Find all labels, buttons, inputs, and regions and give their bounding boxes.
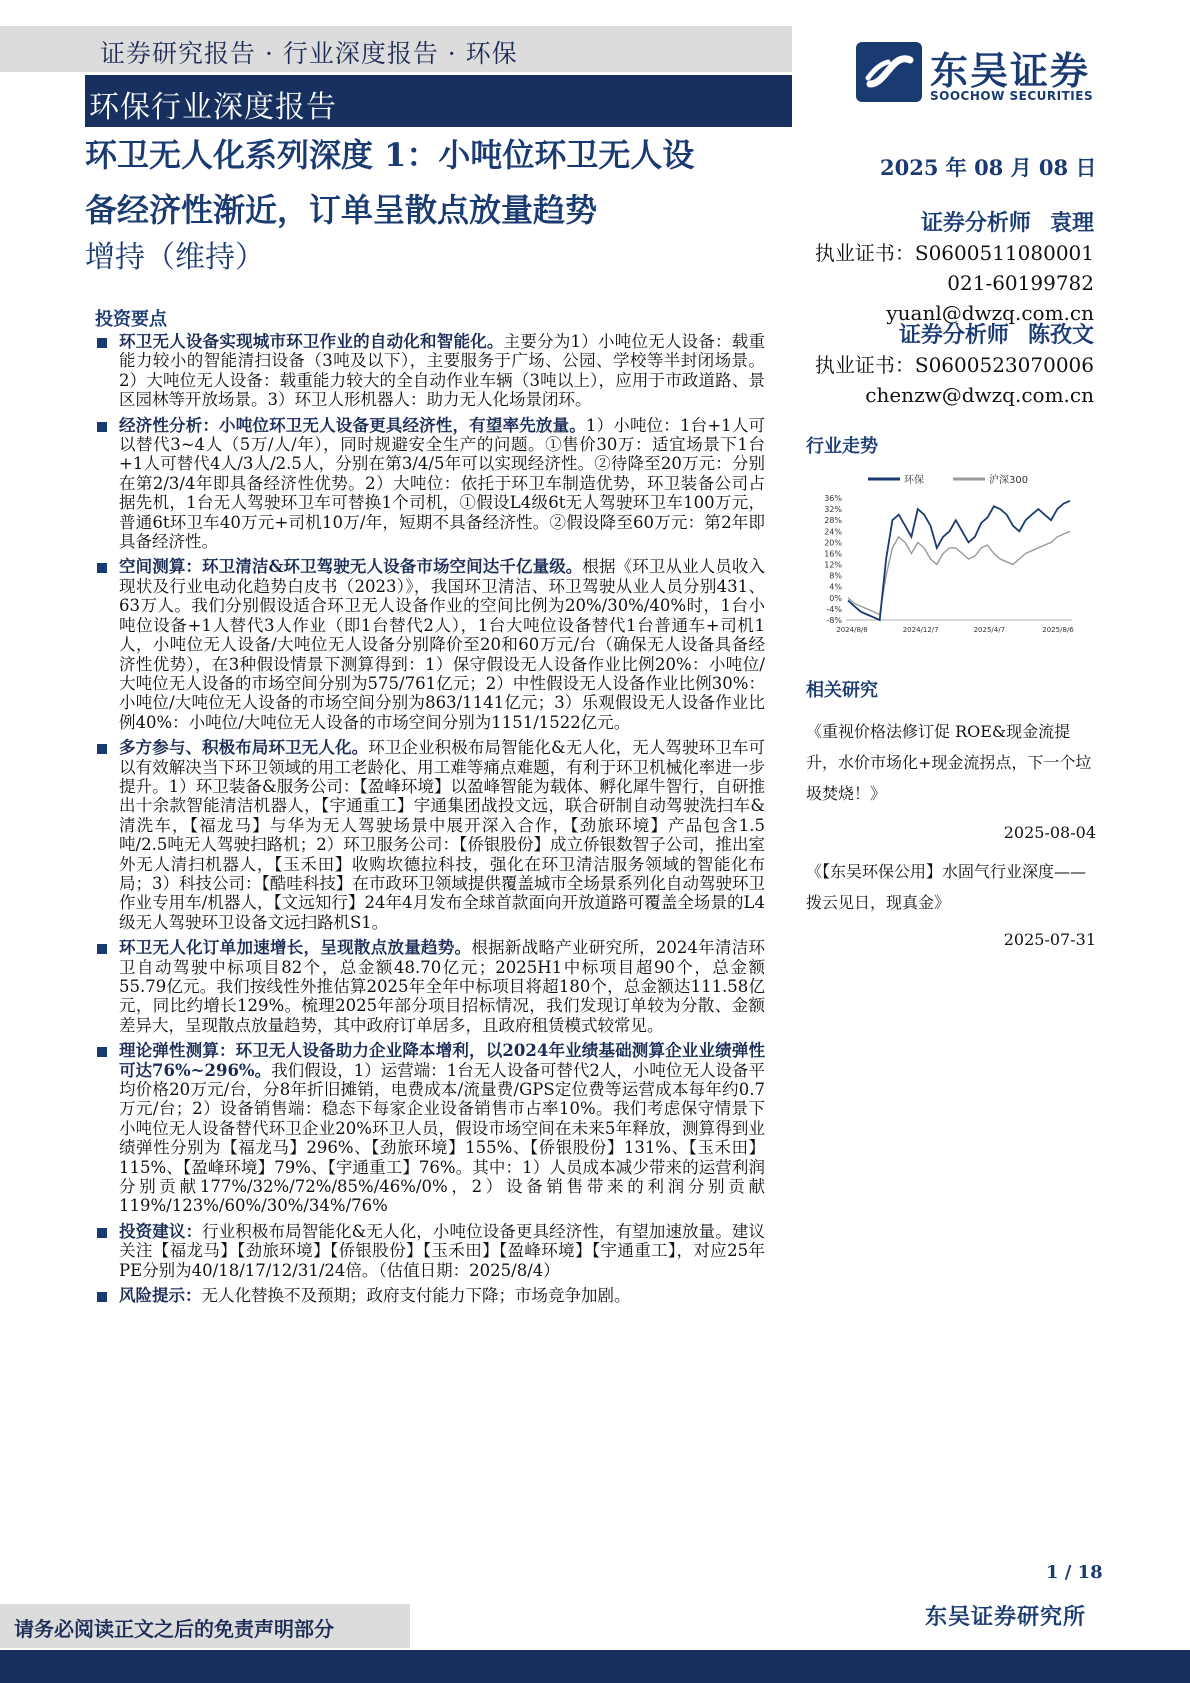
x-tick-label: 2025/8/6	[1042, 626, 1074, 634]
bullet-item	[95, 1286, 765, 1305]
y-tick-label: 8%	[829, 571, 842, 581]
analyst-2	[815, 320, 1094, 410]
analyst-email[interactable]: chenzw@dwzq.com.cn	[865, 383, 1094, 407]
y-tick-label: 20%	[824, 538, 842, 548]
invest-heading: 投资要点	[95, 309, 167, 330]
bullet-item	[95, 416, 765, 552]
related-item-date: 2025-07-31	[1003, 930, 1096, 949]
invest-points	[95, 332, 765, 1312]
analyst-role: 证券分析师	[920, 210, 1031, 236]
footer-org: 东吴证券研究所	[925, 1604, 1087, 1630]
company-name: 东吴证券	[930, 48, 1091, 93]
bullet-lead: 多方参与、积极布局环卫无人化。	[119, 738, 369, 758]
y-tick-label: 24%	[824, 527, 842, 537]
title-line-1: 环卫无人化系列深度 1：小吨位环卫无人设	[85, 136, 695, 174]
bullet-lead: 环卫无人化订单加速增长，呈现散点放量趋势。	[119, 938, 472, 958]
y-tick-label: -8%	[826, 616, 842, 625]
y-tick-label: 0%	[829, 593, 842, 603]
analyst-name: 袁理	[1049, 210, 1094, 236]
bullet-text: 1）小吨位：1台+1人可以替代3~4人（5万/人/年），同时规避安全生产的问题。①售价30万：适宜场景下1台+1人可替代4人/3人/2.5人，分别在第3/4/5年可以实现经济性。②待降至20万元：分别在第2/3/4年即具备经济性优势。2）大吨位：依托于环卫车制造优势，环卫装备公司占据先机，1台无人驾驶环卫车可替换1个司机，①假设L4级6t无人驾驶环卫车100万元，普通6t环卫车40万元+司机10万/年，短期不具备经济性。②假设降至60万元：第2年即具备经济性。	[119, 415, 765, 552]
bottom-bar	[0, 1650, 1190, 1683]
analyst-role: 证券分析师	[898, 322, 1009, 348]
bullet-item	[95, 1222, 765, 1280]
analyst-cert: 执业证书：S0600511080001	[814, 241, 1094, 265]
page-number: 1 / 18	[1046, 1562, 1103, 1583]
company-name-en: SOOCHOW SECURITIES	[930, 89, 1094, 103]
y-tick-label: 36%	[824, 494, 842, 503]
disclaimer-text: 请务必阅读正文之后的免责声明部分	[14, 1617, 334, 1641]
company-logo	[856, 42, 1106, 104]
bullet-item	[95, 557, 765, 732]
bullet-item	[95, 738, 765, 932]
soochow-logo-icon	[856, 42, 922, 102]
bullet-text: 根据《环卫从业人员收入现状及行业电动化趋势白皮书（2023）》，我国环卫清洁、环卫驾驶从业人员分别431、63万人。我们分别假设适合环卫无人设备作业的空间比例为20%/30%/40%时，1台小吨位设备+1人替代3人作业（即1台替代2人），1台大吨位设备替代1台普通车+司机1人，小吨位无人设备/大吨位无人设备分别降价至20和60万元/台（确保无人设备具备经济性优势），在3种假设情景下测算得到：1）保守假设无人设备作业比例20%：小吨位/大吨位无人设备的市场空间分别为575/761亿元；2）中性假设无人设备作业比例30%：小吨位/大吨位无人设备的市场空间分别为863/1141亿元；3）乐观假设无人设备作业比例40%：小吨位/大吨位无人设备的市场空间分别为1151/1522亿元。	[119, 557, 765, 732]
related-item-title[interactable]: 《【东吴环保公用】水固气行业深度——拨云见日，现真金》	[806, 862, 1087, 912]
bullet-text: 主要分为1）小吨位无人设备：载重能力较小的智能清扫设备（3吨及以下），主要服务于广场、公园、学校等半封闭场景。2）大吨位无人设备：载重能力较大的全自动作业车辆（3吨以上），应用于市政道路、景区园林等开放场景。3）环卫人形机器人：助力无人化场景闭环。	[119, 332, 766, 410]
top-band	[0, 26, 792, 72]
bullet-text: 无人化替换不及预期；政府支付能力下降；市场竞争加剧。	[201, 1286, 631, 1306]
series-line-sector	[848, 501, 1070, 620]
breadcrumb: 证券研究报告 · 行业深度报告 · 环保	[100, 39, 518, 68]
bullet-lead: 环卫无人设备实现城市环卫作业的自动化和智能化。	[119, 332, 504, 351]
bullet-text: 根据新战略产业研究所，2024年清洁环卫自动驾驶中标项目82个，总金额48.70亿元；2025H1中标项目超90个，总金额55.79亿元。我们按线性外推估算2025年全年中标项目将超180个，总金额达111.58亿元，同比约增长129%。梳理2025年部分项目招标情况，我们发现订单较为分散、金额差异大，呈现散点放量趋势，其中政府订单居多，且政府租赁模式较常见。	[119, 938, 766, 1035]
y-tick-label: 12%	[824, 560, 842, 570]
analyst-email[interactable]: yuanl@dwzq.com.cn	[886, 301, 1094, 325]
analyst-1	[815, 208, 1094, 328]
analyst-name: 陈孜文	[1027, 322, 1094, 348]
y-tick-label: -4%	[826, 604, 842, 614]
bullet-text: 环卫企业积极布局智能化&无人化，无人驾驶环卫车可以有效解决当下环卫领域的用工老龄化、用工难等痛点难题，有利于环卫机械化率进一步提升。1）环卫装备&服务公司：【盈峰环境】以盈峰智能为载体、孵化犀牛智行，自研推出十余款智能清洁机器人，【宇通重工】宇通集团战投文远，联合研制自动驾驶洗扫车&清洗车，【福龙马】与华为无人驾驶场景中展开深入合作，【劲旅环境】产品包含1.5吨/2.5吨无人驾驶扫路机；2）环卫服务公司：【侨银股份】成立侨银数智子公司，推出室外无人清扫机器人，【玉禾田】收购坎德拉科技，强化在环卫清洁服务领域的智能化布局；3）科技公司：【酷哇科技】在市政环卫领域提供覆盖城市全场景系列化自动驾驶环卫作业专用车/机器人，【文远知行】24年4月发布全球首款面向开放道路可覆盖全场景的L4级无人驾驶环卫设备文远扫路机S1。	[119, 738, 766, 932]
bullet-item	[95, 332, 765, 410]
legend-label-b: 沪深300	[989, 475, 1029, 486]
analyst-phone: 021-60199782	[947, 271, 1094, 295]
related-item-title[interactable]: 《重视价格法修订促 ROE&现金流提升，水价市场化+现金流拐点，下一个垃圾焚烧！》	[806, 722, 1092, 803]
bullet-text: 我们假设，1）运营端：1台无人设备可替代2人，小吨位无人设备平均价格20万元/台，分8年折旧摊销，电费成本/流量费/GPS定位费等运营成本每年约0.7万元/台；2）设备销售端：稳态下每家企业设备销售市占率10%。我们考虑保守情景下小吨位无人设备替代环卫企业20%环卫人员，假设市场空间在未来5年释放，测算得到业绩弹性分别为【福龙马】296%、【劲旅环境】155%、【侨银股份】131%、【玉禾田】115%、【盈峰环境】79%、【宇通重工】76%。其中：1）人员成本减少带来的运营利润分别贡献177%/32%/72%/85%/46%/0%，2）设备销售带来的利润分别贡献119%/123%/60%/30%/34%/76%	[119, 1060, 765, 1216]
chart-heading: 行业走势	[806, 436, 878, 457]
related-heading: 相关研究	[806, 680, 878, 701]
analyst-cert: 执业证书：S0600523070006	[814, 353, 1094, 377]
related-research	[806, 716, 1096, 955]
y-tick-label: 28%	[824, 516, 842, 526]
bullet-item	[95, 938, 765, 1035]
bullet-lead: 空间测算：环卫清洁&环卫驾驶无人设备市场空间达千亿量级。	[119, 557, 583, 577]
report-type-band	[85, 75, 792, 127]
rating: 增持（维持）	[85, 240, 265, 275]
y-tick-label: 32%	[824, 505, 842, 515]
y-tick-label: 4%	[829, 582, 842, 592]
bullet-lead: 理论弹性测算：环卫无人设备助力企业降本增利，以2024年业绩基础测算企业业绩弹性可达76%~296%。	[119, 1041, 765, 1080]
bullet-item	[95, 1041, 765, 1216]
y-tick-label: 16%	[824, 549, 842, 559]
bullet-text: 行业积极布局智能化&无人化，小吨位设备更具经济性，有望加速放量。建议关注【福龙马】【劲旅环境】【侨银股份】【玉禾田】【盈峰环境】【宇通重工】，对应25年PE分别为40/18/17/12/31/24倍。（估值日期：2025/8/4）	[119, 1221, 766, 1280]
x-tick-label: 2024/8/8	[836, 626, 868, 634]
legend-label-a: 环保	[904, 475, 924, 486]
report-date: 2025 年 08 月 08 日	[880, 155, 1097, 180]
trend-chart-svg	[808, 470, 1078, 642]
related-item-date: 2025-08-04	[1003, 823, 1096, 842]
x-tick-label: 2024/12/7	[902, 626, 939, 634]
bullet-lead: 经济性分析：小吨位环卫无人设备更具经济性，有望率先放量。	[119, 415, 586, 435]
title-line-2: 备经济性渐近，订单呈散点放量趋势	[85, 191, 598, 229]
report-title	[85, 128, 785, 238]
disclaimer-band	[0, 1604, 410, 1648]
x-tick-label: 2025/4/7	[973, 626, 1006, 634]
bullet-lead: 投资建议：	[119, 1221, 203, 1241]
trend-chart	[808, 470, 1078, 642]
report-type: 环保行业深度报告	[89, 90, 337, 125]
bullet-lead: 风险提示：	[119, 1286, 202, 1306]
